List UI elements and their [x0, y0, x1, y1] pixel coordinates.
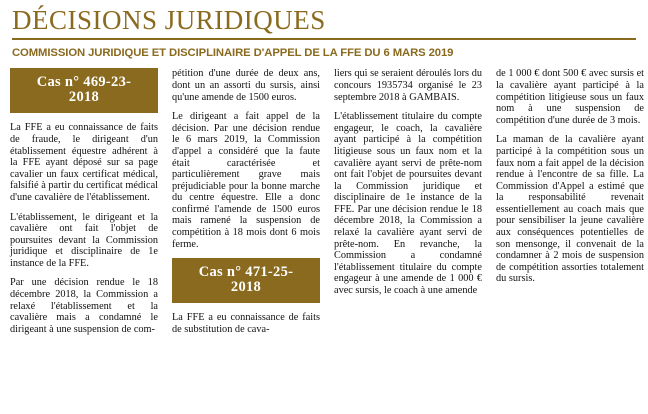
paragraph: L'établissement titulaire du compte engageur, le coach, la cavalière ayant participé à la compétition litigieuse sous un faux nom et la cavalière ayant servi de prête-nom ont fait l'objet de poursuites devant la Commission juridique et disciplinaire de 1e instance de la FFE. Par une décision rendue le 18 décembre 2018, la Commission a relaxé la cavalière ayant servi de prête-nom. En revanche, la Commission a condamné l'établissement titulaire du compte engageur à une amende de 1 000 € avec sursis, le coach à une amende: [334, 111, 482, 297]
paragraph: L'établissement, le dirigeant et la cavalière ont fait l'objet de poursuites devant la Commission juridique et disciplinaire de 1e instance de la FFE.: [10, 211, 158, 269]
column-1: [10, 68, 158, 343]
paragraph: La FFE a eu connaissance de faits de fraude, le dirigeant d'un établissement équestre adhérent à la FFE ayant déposé sur sa page cavalier un faux certificat médical, falsifié à partir du certificat médical d'une cavalière de l'établissement.: [10, 122, 158, 203]
paragraph: La FFE a eu connaissance de faits de substitution de cava-: [172, 312, 320, 335]
case-heading-line2: 2018: [68, 89, 100, 106]
paragraph: La maman de la cavalière ayant participé à la compétition sous un faux nom a fait appel de la décision rendue à l'encontre de sa fille. La Commission d'Appel a estimé que la responsabilité revenait essentiellement au coach mais que pour sensibiliser la jeune cavalière aux conséquences potentielles de son mensonge, il convenait de la condamner à 2 mois de suspension de compétition assorties totalement du sursis.: [496, 134, 644, 285]
title-divider: [12, 38, 636, 40]
paragraph: liers qui se seraient déroulés lors du concours 1935734 organisé le 23 septembre 2018 à GAMBAIS.: [334, 68, 482, 103]
case-heading-line1: Cas n° 471-25-: [198, 264, 294, 281]
section-subtitle: COMMISSION JURIDIQUE ET DISCIPLINAIRE D'APPEL DE LA FFE DU 6 MARS 2019: [12, 47, 454, 60]
case-heading-469: [10, 68, 158, 113]
article-columns: [10, 68, 644, 343]
page-title: DÉCISIONS JURIDIQUES: [12, 5, 326, 35]
paragraph: pétition d'une durée de deux ans, dont un an assorti du sursis, ainsi qu'une amende de 1500 euros.: [172, 68, 320, 103]
column-2: [172, 68, 320, 343]
document-page: [0, 6, 648, 414]
column-3: [334, 68, 482, 304]
paragraph: Par une décision rendue le 18 décembre 2018, la Commission a relaxé l'établissement et la cavalière mais a condamné le dirigeant à une suspension de com-: [10, 277, 158, 335]
paragraph: de 1 000 € dont 500 € avec sursis et la cavalière ayant participé à la compétition litigieuse sous un faux nom à une suspension de compétition d'une durée de 3 mois.: [496, 68, 644, 126]
case-heading-line2: 2018: [230, 279, 262, 296]
column-4: [496, 68, 644, 293]
case-heading-471: [172, 258, 320, 303]
case-heading-line1: Cas n° 469-23-: [36, 74, 132, 91]
paragraph: Le dirigeant a fait appel de la décision. Par une décision rendue le 6 mars 2019, la Commission d'appel a considéré que la faute était caractérisée et particulièrement grave mais préjudiciable pour la bonne marche du centre équestre. Elle a donc confirmé l'amende de 1500 euros mais ramené la suspension de compétition à 18 mois dont 6 mois ferme.: [172, 111, 320, 250]
